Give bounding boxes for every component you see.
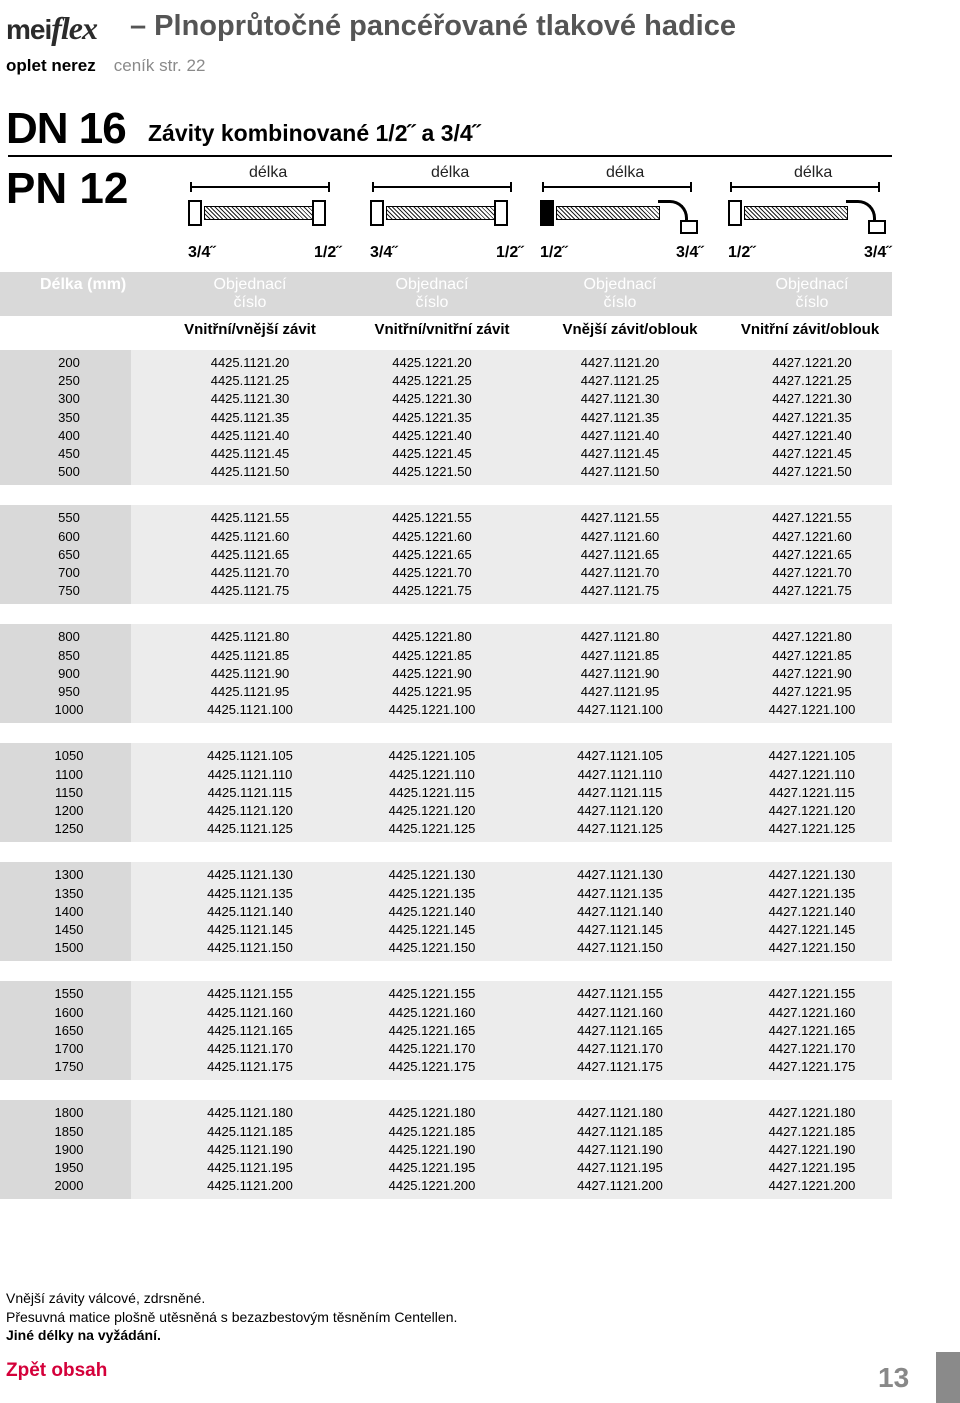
order-number-cell: 4427.1121.135 [577,885,663,901]
table-row [0,939,892,957]
table-row [0,1104,892,1122]
order-number-cell: 4425.1121.35 [210,409,290,425]
table-row [0,1022,892,1040]
order-number-header: Objednací číslo [213,276,287,311]
order-number-cell: 4425.1121.90 [210,665,290,681]
order-number-cell: 4427.1221.105 [768,748,856,764]
length-cell: 300 [58,391,80,407]
divider [8,155,892,157]
braided-hose [386,206,496,220]
order-number-cell: 4425.1121.75 [210,583,290,599]
length-cell: 1300 [54,867,84,883]
order-number-cell: 4427.1121.55 [580,510,660,526]
order-number-cell: 4425.1121.175 [207,1059,293,1075]
fitting-left [540,200,554,226]
order-number-cell: 4427.1221.35 [772,409,852,425]
hose-drawing [190,164,340,234]
length-cell: 900 [58,665,80,681]
length-cell: 1550 [54,986,84,1002]
table-row [0,921,892,939]
order-number-cell: 4425.1221.40 [392,427,472,443]
order-number-cell: 4427.1221.115 [769,784,855,800]
order-number-cell: 4427.1121.70 [580,564,660,580]
order-number-cell: 4425.1121.145 [207,921,293,937]
order-number-cell: 4425.1221.140 [388,903,476,919]
order-number-cell: 4427.1221.160 [768,1004,856,1020]
order-number-cell: 4427.1121.85 [580,647,660,663]
order-number-cell: 4427.1121.35 [580,409,660,425]
order-number-cell: 4427.1221.75 [772,583,852,599]
order-number-cell: 4427.1221.195 [768,1159,856,1175]
note-nut: Přesuvná matice plošně utěsněná s bezazbestovým těsněním Centellen. [6,1309,458,1325]
order-number-cell: 4425.1221.150 [388,940,476,956]
order-number-cell: 4427.1121.190 [577,1141,663,1157]
order-number-cell: 4425.1221.120 [388,802,476,818]
hose-drawing [542,164,702,234]
order-number-cell: 4425.1221.55 [392,510,472,526]
order-number-cell: 4425.1221.110 [389,766,475,782]
table-row [0,903,892,921]
order-number-cell: 4425.1121.70 [210,564,290,580]
length-cell: 750 [58,583,80,599]
order-number-cell: 4425.1121.125 [207,821,293,837]
table-row [0,372,892,390]
length-cell: 1600 [54,1004,84,1020]
order-number-cell: 4425.1121.180 [207,1105,293,1121]
order-number-cell: 4425.1221.200 [388,1178,476,1194]
order-number-cell: 4425.1221.125 [388,821,476,837]
order-number-cell: 4427.1121.110 [577,766,663,782]
order-number-cell: 4425.1121.25 [210,373,290,389]
table-row [0,1123,892,1141]
length-cell: 1500 [54,940,84,956]
row-group [0,624,892,723]
order-number-cell: 4425.1121.165 [207,1022,293,1038]
order-number-cell: 4427.1121.130 [577,867,663,883]
table-row [0,885,892,903]
order-number-cell: 4427.1221.170 [768,1040,856,1056]
length-cell: 1900 [54,1141,84,1157]
length-cell: 450 [58,446,80,461]
back-to-contents-link[interactable]: Zpět obsah [6,1360,108,1381]
order-number-cell: 4425.1121.130 [207,867,293,883]
order-number-cell: 4427.1221.135 [768,885,856,901]
table-row [0,647,892,665]
order-number-cell: 4425.1221.135 [388,885,476,901]
table-row [0,546,892,564]
order-number-cell: 4425.1121.30 [210,391,290,407]
order-number-cell: 4427.1221.145 [768,921,856,937]
order-number-cell: 4427.1121.120 [577,802,663,818]
connection-type: Vnitřní/vnitřní závit [374,321,510,338]
order-number-cell: 4427.1221.110 [769,766,855,782]
subtitle-line [6,56,205,76]
meiflex-logo: meiflex [6,10,97,46]
order-number-cell: 4425.1221.50 [392,464,472,480]
order-number-cell: 4425.1221.195 [388,1159,476,1175]
order-number-cell: 4425.1221.25 [392,373,472,389]
table-row [0,784,892,802]
order-number-cell: 4425.1221.145 [388,921,476,937]
length-cell: 1100 [55,766,83,782]
table-row [0,582,892,600]
length-cell: 1350 [54,885,84,901]
order-number-cell: 4425.1121.185 [207,1123,293,1139]
length-label: délka [794,164,833,181]
order-number-cell: 4427.1121.25 [580,373,660,389]
length-cell: 1200 [54,802,84,818]
length-column-header: Délka (mm) [40,276,127,293]
thread-description: Závity kombinované 1/2˝ a 3/4˝ [148,120,481,146]
order-number-cell: 4427.1121.125 [577,821,663,837]
order-number-header: Objednací číslo [395,276,469,311]
order-number-cell: 4427.1221.100 [768,702,856,718]
length-cell: 600 [58,528,80,544]
order-number-cell: 4427.1121.175 [577,1059,663,1075]
order-number-cell: 4425.1121.105 [207,748,293,764]
table-row [0,463,892,481]
fitting-left [188,200,202,226]
table-row [0,354,892,372]
order-number-cell: 4425.1221.180 [388,1105,476,1121]
length-label: délka [249,164,288,181]
table-row [0,1058,892,1076]
order-number-header: Objednací číslo [583,276,657,311]
order-number-cell: 4427.1121.50 [580,464,660,480]
order-number-cell: 4427.1121.45 [580,446,660,461]
fitting-left [728,200,742,226]
length-cell: 1250 [54,821,84,837]
order-number-cell: 4427.1221.155 [768,986,856,1002]
table-row [0,985,892,1003]
order-number-cell: 4427.1121.140 [577,903,663,919]
order-number-cell: 4427.1121.30 [580,391,660,407]
order-number-cell: 4425.1221.190 [388,1141,476,1157]
order-number-cell: 4427.1121.170 [577,1040,663,1056]
length-cell: 850 [58,647,80,663]
order-number-cell: 4427.1221.140 [768,903,856,919]
order-number-cell: 4427.1221.40 [772,427,852,443]
table-row [0,1141,892,1159]
table-row [0,701,892,719]
order-number-cell: 4427.1121.75 [580,583,660,599]
order-number-cell: 4425.1121.190 [207,1141,293,1157]
order-number-cell: 4425.1121.140 [207,903,293,919]
order-number-cell: 4425.1221.65 [392,546,472,562]
order-number-cell: 4425.1221.30 [392,391,472,407]
order-number-cell: 4427.1221.50 [772,464,852,480]
pn-pressure: PN 12 [6,164,129,213]
braided-hose [744,206,848,220]
order-number-cell: 4425.1221.100 [388,702,476,718]
length-cell: 250 [58,373,80,389]
page-title: – Plnoprůtočné pancéřované tlakové hadice [130,10,736,42]
order-number-cell: 4425.1121.100 [207,702,293,718]
order-number-cell: 4425.1121.195 [207,1159,293,1175]
order-number-cell: 4425.1221.130 [388,867,476,883]
table-row [0,747,892,765]
order-number-cell: 4427.1221.20 [772,355,852,370]
order-number-cell: 4425.1121.45 [210,446,290,461]
length-dimension [542,182,692,192]
length-cell: 1050 [54,748,84,764]
order-number-cell: 4425.1221.115 [389,784,475,800]
connection-type: Vnější závit/oblouk [562,321,698,338]
order-number-cell: 4427.1121.185 [577,1123,663,1139]
length-dimension [372,182,512,192]
table-row [0,820,892,838]
order-number-cell: 4425.1221.185 [388,1123,476,1139]
order-number-cell: 4427.1221.80 [772,629,852,645]
order-number-cell: 4427.1221.95 [772,683,852,699]
length-cell: 550 [58,510,80,526]
order-number-cell: 4427.1221.190 [768,1141,856,1157]
dn-size: DN 16 [6,104,126,153]
length-cell: 1750 [54,1059,84,1075]
order-number-cell: 4425.1121.65 [210,546,290,562]
order-number-cell: 4425.1121.40 [210,427,290,443]
page-header [4,4,954,44]
order-number-cell: 4425.1121.20 [210,355,290,370]
order-number-cell: 4427.1121.100 [577,702,663,718]
braided-hose [556,206,660,220]
order-number-cell: 4425.1221.155 [388,986,476,1002]
order-number-cell: 4425.1221.170 [388,1040,476,1056]
length-cell: 1000 [54,702,84,718]
order-number-cell: 4425.1121.85 [210,647,290,663]
order-number-cell: 4425.1221.175 [388,1059,476,1075]
order-number-cell: 4425.1221.35 [392,409,472,425]
order-number-cell: 4427.1221.180 [768,1105,856,1121]
order-number-cell: 4427.1221.85 [772,647,852,663]
length-cell: 350 [58,409,80,425]
table-row [0,1177,892,1195]
length-cell: 500 [58,464,80,480]
order-number-cell: 4425.1221.160 [388,1004,476,1020]
order-number-cell: 4425.1221.45 [392,446,472,461]
order-number-cell: 4427.1221.45 [772,446,852,461]
row-group [0,505,892,604]
row-group [0,743,892,842]
length-label: délka [606,164,645,181]
fitting-right [494,200,508,226]
length-dimension [190,182,330,192]
order-number-cell: 4427.1121.20 [580,355,660,370]
table-row [0,683,892,701]
order-number-cell: 4425.1221.70 [392,564,472,580]
table-row [0,1004,892,1022]
length-cell: 1650 [54,1022,84,1038]
order-number-cell: 4425.1121.80 [210,629,290,645]
order-number-header: Objednací číslo [775,276,849,311]
material-label: oplet nerez [6,56,96,75]
row-group [0,350,892,485]
order-number-cell: 4427.1221.200 [768,1178,856,1194]
table-row [0,665,892,683]
order-number-cell: 4427.1221.185 [768,1123,856,1139]
length-cell: 2000 [54,1178,84,1194]
order-number-cell: 4425.1221.85 [392,647,472,663]
table-row [0,409,892,427]
order-number-cell: 4425.1221.105 [388,748,476,764]
length-cell: 200 [58,355,80,370]
order-number-cell: 4427.1121.95 [580,683,660,699]
fitting-right [680,220,698,234]
fitting-left [370,200,384,226]
order-number-cell: 4427.1221.175 [768,1059,856,1075]
page-tab-marker [936,1352,960,1403]
table-row [0,802,892,820]
order-number-cell: 4425.1221.75 [392,583,472,599]
page-number: 13 [878,1362,910,1393]
table-row [0,528,892,546]
table-row [0,390,892,408]
order-number-cell: 4427.1121.80 [580,629,660,645]
order-number-cell: 4427.1121.60 [580,528,660,544]
order-number-cell: 4427.1121.145 [577,921,663,937]
hose-drawing [372,164,522,234]
order-number-cell: 4427.1221.165 [768,1022,856,1038]
connection-type: Vnitřní/vnější závit [184,321,316,338]
order-number-cell: 4427.1221.55 [772,510,852,526]
order-number-cell: 4427.1221.65 [772,546,852,562]
order-number-cell: 4425.1121.200 [207,1178,293,1194]
row-group [0,981,892,1080]
order-number-cell: 4425.1121.160 [207,1004,293,1020]
order-number-cell: 4427.1121.200 [577,1178,663,1194]
order-number-cell: 4425.1221.80 [392,629,472,645]
order-number-cell: 4427.1121.90 [580,665,660,681]
order-number-cell: 4425.1121.150 [207,940,293,956]
order-number-cell: 4425.1221.90 [392,665,472,681]
order-number-cell: 4427.1221.70 [772,564,852,580]
order-number-cell: 4427.1121.115 [577,784,663,800]
order-number-cell: 4425.1221.20 [392,355,472,370]
order-number-cell: 4425.1121.50 [210,464,290,480]
hose-drawing [730,164,890,234]
table-row [0,564,892,582]
length-cell: 1700 [54,1040,84,1056]
table-row [0,509,892,527]
order-number-cell: 4427.1221.150 [768,940,856,956]
order-number-cell: 4427.1221.90 [772,665,852,681]
order-number-cell: 4427.1221.120 [768,802,856,818]
fitting-right [868,220,886,234]
length-cell: 400 [58,427,80,443]
order-number-cell: 4425.1121.120 [207,802,293,818]
table-row [0,427,892,445]
length-label: délka [431,164,470,181]
order-number-cell: 4427.1221.60 [772,528,852,544]
order-number-cell: 4425.1121.95 [210,683,290,699]
table-row [0,866,892,884]
table-row [0,1159,892,1177]
order-number-cell: 4425.1121.170 [207,1040,293,1056]
order-number-cell: 4427.1121.195 [577,1159,663,1175]
order-number-cell: 4425.1221.95 [392,683,472,699]
order-number-cell: 4427.1121.150 [577,940,663,956]
note-other-lengths: Jiné délky na vyžádání. [6,1327,161,1343]
row-group [0,1100,892,1199]
connection-type: Vnitřní závit/oblouk [740,321,880,338]
table-row [0,628,892,646]
order-number-cell: 4427.1221.25 [772,373,852,389]
length-cell: 1950 [54,1159,84,1175]
length-cell: 1450 [54,921,84,937]
order-number-cell: 4427.1121.105 [577,748,663,764]
order-number-cell: 4425.1121.55 [210,510,290,526]
order-number-cell: 4427.1121.65 [580,546,660,562]
order-number-cell: 4427.1221.125 [768,821,856,837]
order-number-cell: 4425.1221.60 [392,528,472,544]
order-number-cell: 4427.1121.165 [577,1022,663,1038]
order-number-cell: 4427.1121.155 [577,986,663,1002]
length-cell: 1800 [54,1105,84,1121]
price-list-ref: ceník str. 22 [113,56,206,75]
length-cell: 650 [58,546,80,562]
table-row [0,445,892,463]
fitting-right [312,200,326,226]
table-row [0,1040,892,1058]
order-number-cell: 4425.1121.115 [207,784,293,800]
row-group [0,862,892,961]
braided-hose [204,206,314,220]
note-threads: Vnější závity válcové, zdrsněné. [6,1290,206,1306]
order-number-cell: 4425.1221.165 [388,1022,476,1038]
length-cell: 1850 [54,1123,84,1139]
length-dimension [730,182,880,192]
order-number-cell: 4425.1121.60 [210,528,290,544]
order-number-cell: 4425.1121.110 [207,766,293,782]
order-number-cell: 4427.1121.160 [577,1004,663,1020]
length-cell: 1400 [54,903,84,919]
order-number-cell: 4425.1121.135 [207,885,293,901]
length-cell: 700 [58,564,80,580]
table-row [0,766,892,784]
order-number-cell: 4427.1221.30 [772,391,852,407]
order-number-cell: 4427.1121.40 [580,427,660,443]
order-number-cell: 4425.1121.155 [207,986,293,1002]
length-cell: 1150 [55,784,83,800]
length-cell: 800 [58,629,80,645]
order-number-cell: 4427.1121.180 [577,1105,663,1121]
order-number-cell: 4427.1221.130 [768,867,856,883]
length-cell: 950 [58,683,80,699]
